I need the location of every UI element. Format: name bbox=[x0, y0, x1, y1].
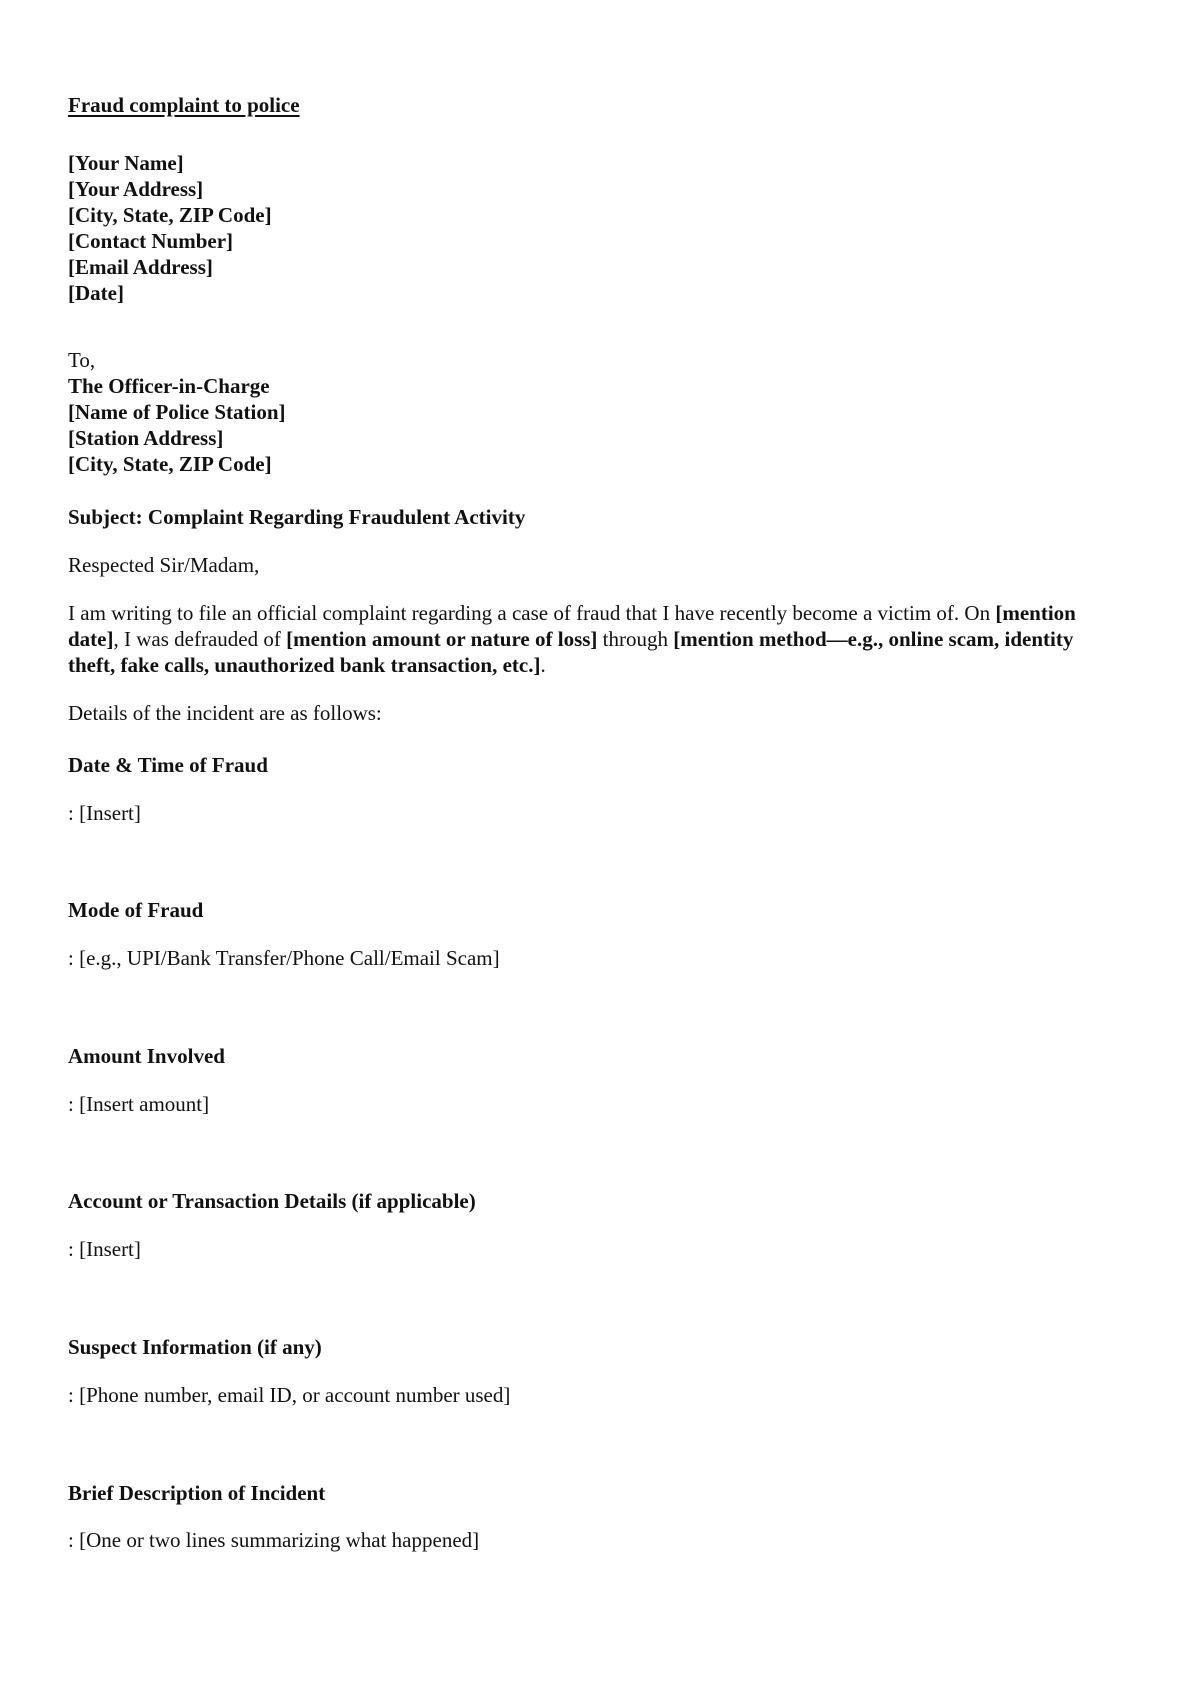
letter-page bbox=[68, 0, 1123, 1684]
recipient-station-name: [Name of Police Station] bbox=[68, 400, 286, 424]
field-value-description: : [One or two lines summarizing what happened] bbox=[68, 1528, 480, 1552]
field-label-amount: Amount Involved bbox=[68, 1044, 225, 1068]
field-label-suspect: Suspect Information (if any) bbox=[68, 1335, 322, 1359]
field-label-description: Brief Description of Incident bbox=[68, 1481, 326, 1505]
body-text: . bbox=[540, 653, 546, 677]
recipient-officer: The Officer-in-Charge bbox=[68, 374, 270, 398]
recipient-station-address: [Station Address] bbox=[68, 426, 224, 450]
subject-line: Subject: Complaint Regarding Fraudulent Activity bbox=[68, 505, 526, 529]
body-paragraph bbox=[68, 600, 1118, 678]
body-text: I am writing to file an official complaint regarding a case of fraud that I have recently become a victim of. On bbox=[68, 601, 996, 625]
field-label-account: Account or Transaction Details (if applicable) bbox=[68, 1189, 476, 1213]
field-value-suspect: : [Phone number, email ID, or account number used] bbox=[68, 1383, 511, 1407]
recipient-to: To, bbox=[68, 348, 96, 372]
body-text: , I was defrauded of bbox=[113, 627, 287, 651]
recipient-city-state-zip: [City, State, ZIP Code] bbox=[68, 452, 272, 476]
placeholder-amount: [mention amount or nature of loss] bbox=[286, 627, 598, 651]
field-label-mode: Mode of Fraud bbox=[68, 898, 204, 922]
sender-address: [Your Address] bbox=[68, 177, 204, 201]
field-value-account: : [Insert] bbox=[68, 1237, 141, 1261]
recipient-block bbox=[68, 347, 286, 477]
field-value-date-time: : [Insert] bbox=[68, 801, 141, 825]
salutation: Respected Sir/Madam, bbox=[68, 553, 260, 577]
placeholder-date: [mention date] bbox=[68, 601, 1076, 651]
document-title: Fraud complaint to police bbox=[68, 93, 300, 117]
sender-date: [Date] bbox=[68, 281, 124, 305]
details-intro: Details of the incident are as follows: bbox=[68, 701, 382, 725]
sender-email: [Email Address] bbox=[68, 255, 213, 279]
field-value-amount: : [Insert amount] bbox=[68, 1092, 210, 1116]
sender-block bbox=[68, 150, 272, 306]
body-text: through bbox=[597, 627, 674, 651]
placeholder-method: [mention method—e.g., online scam, identity theft, fake calls, unauthorized bank transaction, etc.] bbox=[68, 627, 1074, 677]
field-label-date-time: Date & Time of Fraud bbox=[68, 753, 268, 777]
sender-city-state-zip: [City, State, ZIP Code] bbox=[68, 203, 272, 227]
sender-name: [Your Name] bbox=[68, 151, 184, 175]
sender-contact-number: [Contact Number] bbox=[68, 229, 234, 253]
field-value-mode: : [e.g., UPI/Bank Transfer/Phone Call/Email Scam] bbox=[68, 946, 500, 970]
